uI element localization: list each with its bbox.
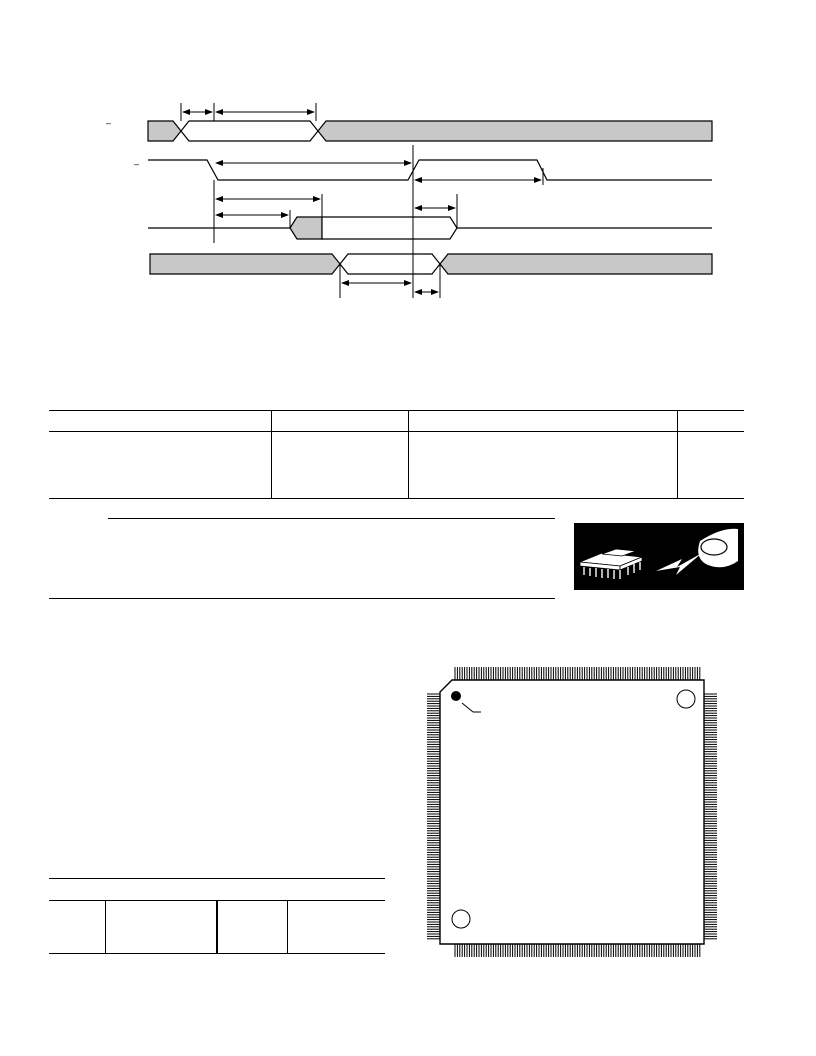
spec-table-top-rule [49, 410, 744, 411]
timing-waveforms [0, 0, 816, 320]
signal-label-overbar-2: – [134, 159, 140, 169]
package-table-col-divider-1 [105, 900, 106, 953]
pin1-indicator-icon [451, 691, 461, 701]
spec-table-bottom-rule [49, 498, 744, 499]
package-table-col-divider-2 [216, 900, 218, 953]
package-table-col-divider-3 [287, 900, 288, 953]
note-top-rule [108, 518, 555, 519]
orientation-circle-icon-2 [452, 910, 470, 928]
waveform-row-4 [150, 254, 712, 274]
package-table-top-rule [49, 878, 385, 879]
spec-table-col-divider-3 [677, 410, 678, 499]
logo-chip-icon [574, 523, 744, 590]
waveform-row-3 [148, 217, 712, 239]
pin1-leader [462, 703, 473, 712]
package-body [440, 680, 704, 944]
spec-table-col-divider-2 [408, 410, 409, 499]
spec-table-col-divider-1 [271, 410, 272, 499]
orientation-circle-icon [677, 690, 695, 708]
spec-table-header-rule [49, 431, 744, 432]
waveform-row-1 [148, 121, 712, 141]
package-table-bottom-rule [49, 953, 385, 954]
company-logo [574, 523, 744, 590]
signal-label-overbar-1: – [106, 118, 112, 128]
note-bottom-rule [49, 598, 555, 599]
